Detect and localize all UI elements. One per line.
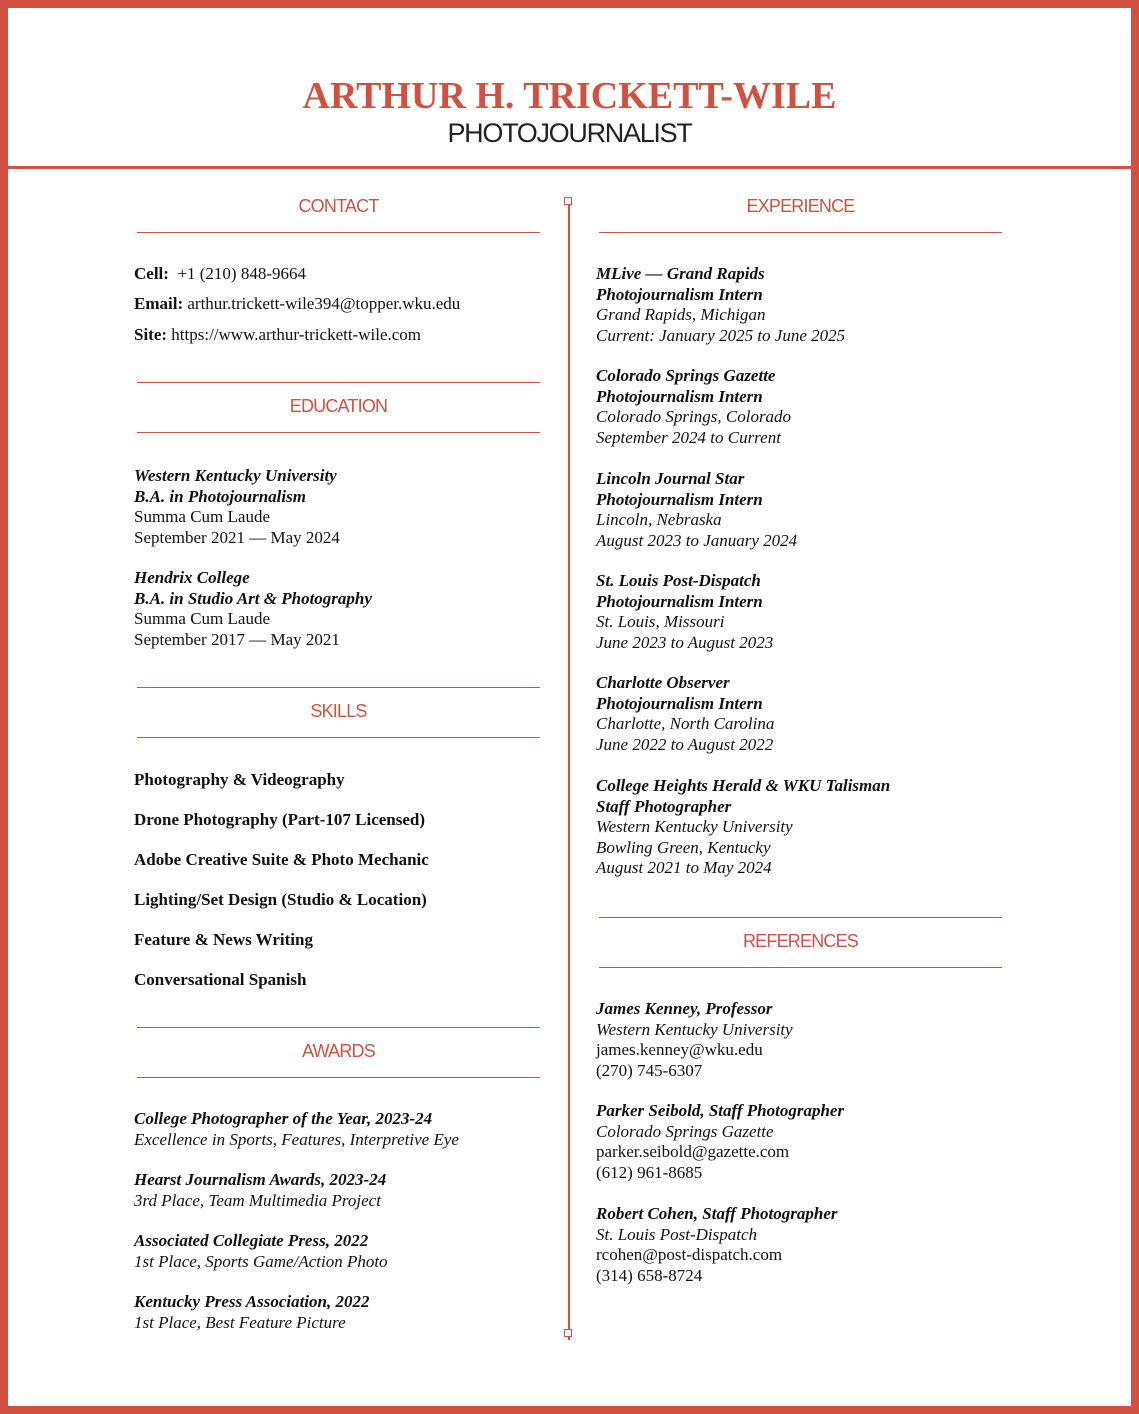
skill-item: Drone Photography (Part-107 Licensed) (134, 810, 426, 829)
award-entry (134, 1292, 370, 1333)
contact-email-label: Email: (134, 294, 184, 313)
experience-entry (596, 673, 774, 755)
skill-item: Photography & Videography (134, 770, 345, 789)
reference-org: St. Louis Post-Dispatch (596, 1224, 758, 1244)
experience-location: St. Louis, Missouri (596, 612, 725, 631)
experience-org: St. Louis Post-Dispatch (596, 571, 761, 590)
reference-email: parker.seibold@gazette.com (596, 1142, 790, 1161)
reference-org: Western Kentucky University (596, 1019, 793, 1039)
contact-email (134, 294, 460, 314)
candidate-role: PHOTOJOURNALIST (447, 118, 692, 148)
award-entry (134, 1109, 459, 1150)
experience-org: MLive — Grand Rapids (596, 264, 765, 283)
contact-email-value: arthur.trickett-wile394@topper.wku.edu (187, 294, 461, 313)
section-rule (599, 967, 1002, 968)
experience-location: Grand Rapids, Michigan (596, 305, 766, 324)
experience-position: Photojournalism Intern (596, 284, 763, 304)
divider-top-node (564, 197, 572, 205)
section-rule (137, 1077, 540, 1078)
award-entry (134, 1231, 388, 1272)
award-title: College Photographer of the Year, 2023-24 (134, 1109, 433, 1128)
experience-org: College Heights Herald & WKU Talisman (596, 776, 891, 795)
candidate-name: ARTHUR H. TRICKETT-WILE (302, 75, 837, 117)
section-rule (137, 737, 540, 738)
experience-location: Lincoln, Nebraska (596, 510, 722, 529)
experience-location: Colorado Springs, Colorado (596, 407, 792, 426)
experience-location: Charlotte, North Carolina (596, 714, 775, 733)
section-title-references: REFERENCES (742, 931, 859, 951)
experience-position: Photojournalism Intern (596, 489, 763, 509)
contact-cell-label: Cell: (134, 264, 169, 283)
section-title-skills: SKILLS (310, 701, 367, 721)
contact-site (134, 325, 421, 345)
award-title: Hearst Journalism Awards, 2023-24 (134, 1170, 387, 1189)
skill-item: Feature & News Writing (134, 930, 313, 949)
reference-org: Colorado Springs Gazette (596, 1121, 774, 1141)
experience-position: Photojournalism Intern (596, 386, 763, 406)
education-school: Western Kentucky University (134, 466, 337, 485)
experience-dates: June 2022 to August 2022 (596, 734, 774, 754)
award-title: Kentucky Press Association, 2022 (134, 1292, 370, 1311)
education-school: Hendrix College (134, 568, 250, 587)
section-rule (137, 232, 540, 233)
education-honor: Summa Cum Laude (134, 609, 270, 628)
section-rule (599, 917, 1002, 918)
contact-site-label: Site: (134, 325, 168, 344)
reference-entry (596, 999, 793, 1081)
reference-email: james.kenney@wku.edu (596, 1040, 763, 1059)
skill-item: Conversational Spanish (134, 970, 307, 989)
resume-header (8, 8, 1131, 169)
experience-dates: August 2021 to May 2024 (596, 858, 772, 877)
reference-phone: (270) 745-6307 (596, 1060, 703, 1080)
section-rule (137, 1027, 540, 1028)
award-entry (134, 1170, 386, 1211)
education-entry (134, 568, 372, 650)
education-dates: September 2017 — May 2021 (134, 629, 340, 649)
experience-org: Colorado Springs Gazette (596, 366, 776, 385)
section-title-contact: CONTACT (298, 196, 379, 216)
education-honor: Summa Cum Laude (134, 507, 270, 526)
column-divider (568, 204, 570, 1340)
education-degree: B.A. in Studio Art & Photography (134, 588, 372, 608)
reference-email: rcohen@post-dispatch.com (596, 1245, 783, 1264)
contact-cell-value: +1 (210) 848-9664 (177, 264, 307, 283)
contact-cell (134, 264, 306, 284)
reference-entry (596, 1204, 838, 1286)
experience-dates: Current: January 2025 to June 2025 (596, 325, 846, 345)
skill-item: Lighting/Set Design (Studio & Location) (134, 890, 427, 909)
award-detail: 1st Place, Sports Game/Action Photo (134, 1251, 388, 1271)
section-rule (137, 687, 540, 688)
reference-entry (596, 1101, 844, 1183)
award-detail: 1st Place, Best Feature Picture (134, 1312, 346, 1332)
reference-name: Robert Cohen, Staff Photographer (596, 1204, 838, 1223)
education-dates: September 2021 — May 2024 (134, 527, 340, 547)
education-degree: B.A. in Photojournalism (134, 486, 306, 506)
experience-entry (596, 776, 890, 879)
experience-entry (596, 366, 791, 448)
experience-location: Bowling Green, Kentucky (596, 837, 771, 857)
experience-org: Lincoln Journal Star (596, 469, 745, 488)
reference-phone: (612) 961-8685 (596, 1162, 703, 1182)
award-title: Associated Collegiate Press, 2022 (134, 1231, 369, 1250)
experience-position: Photojournalism Intern (596, 591, 763, 611)
section-rule (137, 432, 540, 433)
education-entry (134, 466, 340, 548)
experience-dates: June 2023 to August 2023 (596, 632, 774, 652)
reference-phone: (314) 658-8724 (596, 1265, 703, 1285)
section-rule (599, 232, 1002, 233)
skill-item: Adobe Creative Suite & Photo Mechanic (134, 850, 429, 869)
divider-bottom-node (564, 1329, 572, 1337)
reference-name: Parker Seibold, Staff Photographer (596, 1101, 845, 1120)
section-rule (137, 382, 540, 383)
experience-org: Charlotte Observer (596, 673, 730, 692)
experience-dates: September 2024 to Current (596, 427, 781, 447)
experience-entry (596, 264, 845, 346)
experience-position: Photojournalism Intern (596, 693, 763, 713)
experience-dates: August 2023 to January 2024 (596, 530, 798, 550)
contact-site-value: https://www.arthur-trickett-wile.com (171, 325, 422, 344)
section-title-experience: EXPERIENCE (746, 196, 855, 216)
experience-entry (596, 469, 797, 551)
award-detail: 3rd Place, Team Multimedia Project (134, 1190, 381, 1210)
section-title-education: EDUCATION (289, 396, 388, 416)
award-detail: Excellence in Sports, Features, Interpretive Eye (134, 1129, 459, 1149)
section-title-awards: AWARDS (302, 1041, 375, 1061)
experience-position: Staff Photographer (596, 796, 732, 816)
experience-institution: Western Kentucky University (596, 817, 793, 836)
reference-name: James Kenney, Professor (596, 999, 773, 1018)
experience-entry (596, 571, 773, 653)
